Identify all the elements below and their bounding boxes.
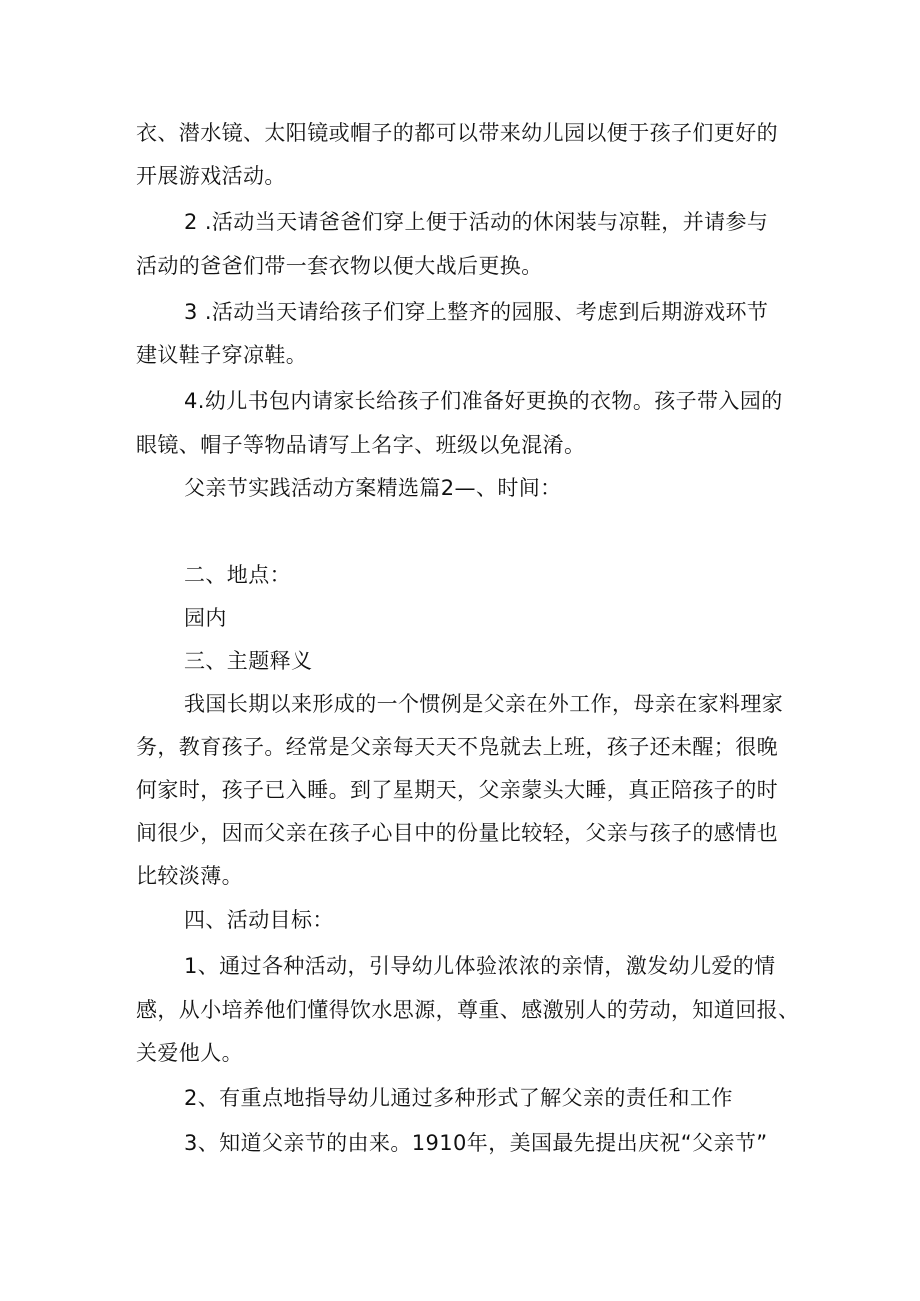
text-line-12: 三、主题释义 bbox=[184, 649, 313, 673]
text-line-19: 1、通过各种活动，引导幼儿体验浓浓的亲情，激发幼儿爱的情 bbox=[184, 954, 776, 978]
text-line-7: 4.幼儿书包内请家长给孩子们准备好更换的衣物。孩子带入园的 bbox=[184, 389, 783, 413]
text-line-6: 建议鞋子穿凉鞋。 bbox=[136, 343, 308, 367]
text-line-16: 间很少，因而父亲在孩子心目中的份量比较轻，父亲与孩子的感情也 bbox=[136, 821, 778, 845]
text-line-17: 比较淡薄。 bbox=[136, 864, 243, 888]
text-line-18: 四、活动目标： bbox=[184, 908, 334, 932]
text-line-2: 开展游戏活动。 bbox=[136, 164, 286, 188]
text-line-10: 二、地点： bbox=[184, 563, 291, 587]
text-line-1: 衣、潜水镜、太阳镜或帽子的都可以带来幼儿园以便于孩子们更好的 bbox=[136, 121, 778, 145]
text-line-22: 2、有重点地指导幼儿通过多种形式了解父亲的责任和工作 bbox=[184, 1086, 733, 1110]
text-line-14: 务，教育孩子。经常是父亲每天天不凫就去上班，孩子还未醒；很晚 bbox=[136, 735, 778, 759]
text-line-3: 2 .活动当天请爸爸们穿上便于活动的休闲装与凉鞋，并请参与 bbox=[184, 210, 769, 234]
text-line-8: 眼镜、帽子等物品请写上名字、班级以免混淆。 bbox=[136, 433, 586, 457]
text-line-20: 感，从小培养他们懂得饮水思源，尊重、感激别人的劳动，知道回报、 bbox=[136, 998, 800, 1022]
text-line-4: 活动的爸爸们带一套衣物以便大战后更换。 bbox=[136, 254, 543, 278]
text-line-9: 父亲节实践活动方案精选篇2—、时间： bbox=[184, 476, 562, 500]
text-line-21: 关爱他人。 bbox=[136, 1041, 243, 1065]
text-line-5: 3 .活动当天请给孩子们穿上整齐的园服、考虑到后期游戏环节 bbox=[184, 300, 769, 324]
text-line-23: 3、知道父亲节的由来。1910年，美国最先提出庆祝“父亲节” bbox=[184, 1131, 768, 1155]
text-line-15: 何家时，孩子已入睡。到了星期天，父亲蒙头大睡，真正陪孩子的时 bbox=[136, 778, 778, 802]
text-line-11: 园内 bbox=[184, 606, 227, 630]
text-line-13: 我国长期以来形成的一个惯例是父亲在外工作，母亲在家料理家 bbox=[184, 692, 784, 716]
